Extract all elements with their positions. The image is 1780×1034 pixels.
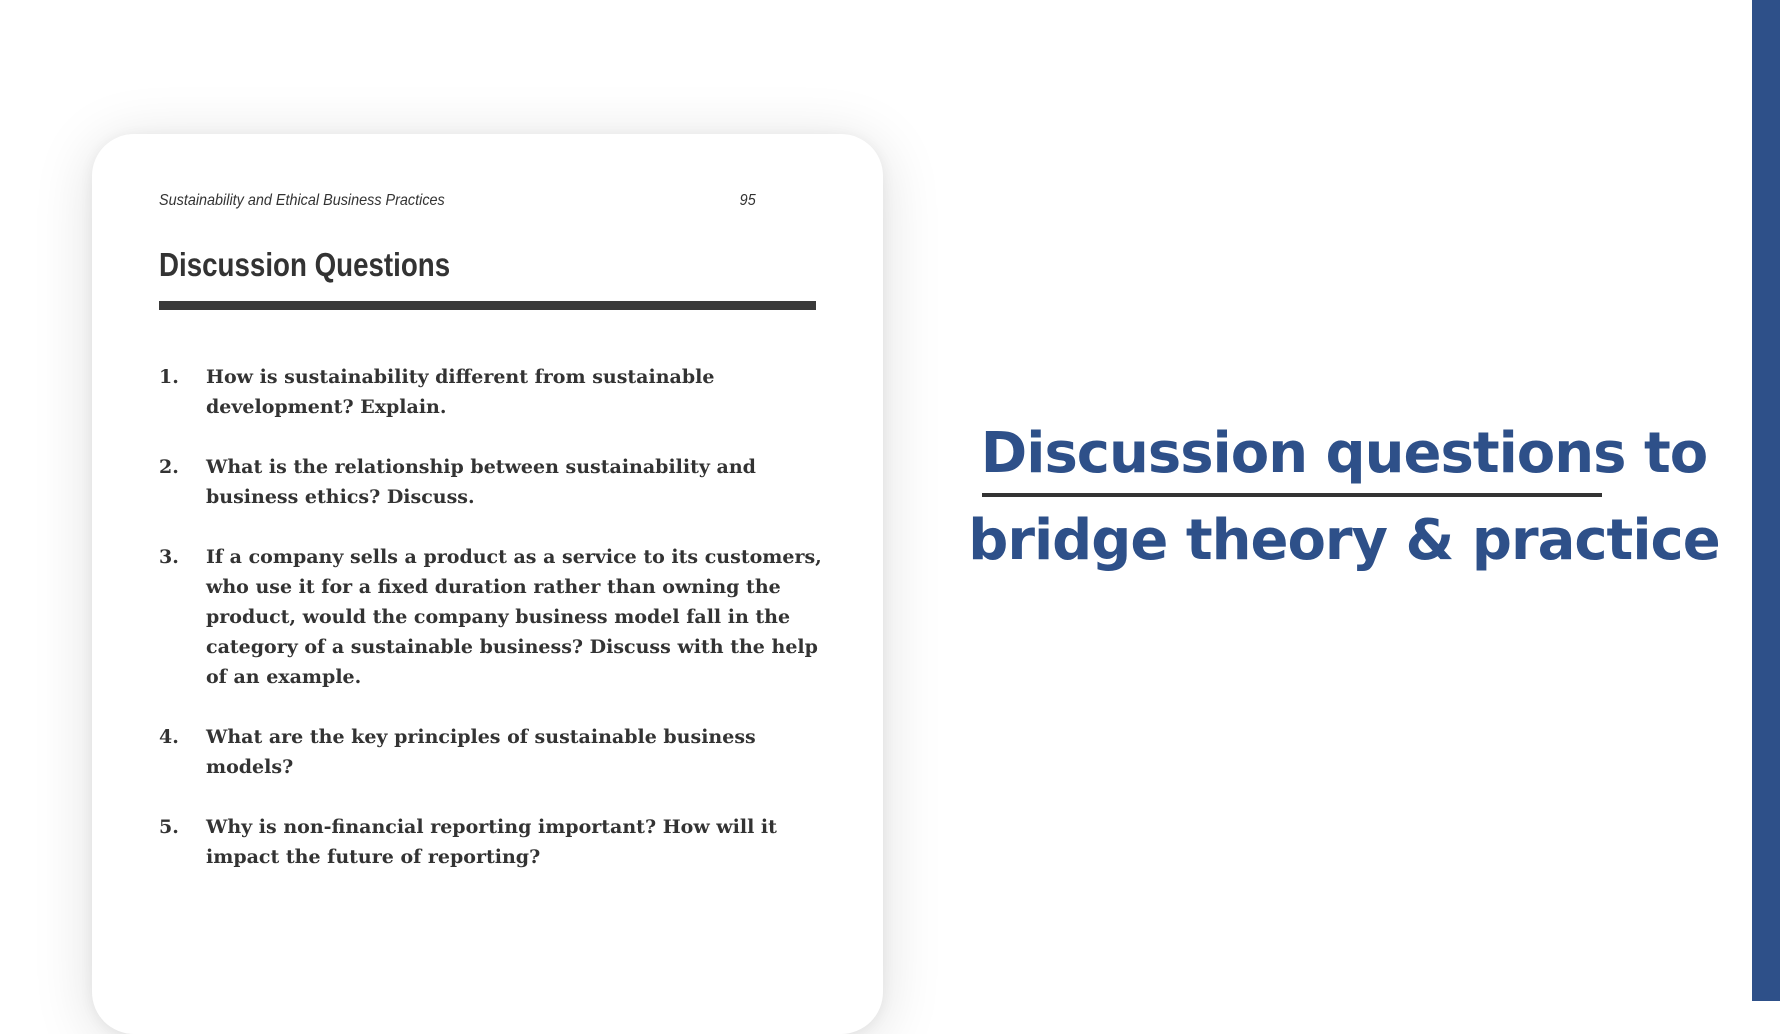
section-title: Discussion Questions	[159, 246, 451, 283]
question-list	[159, 362, 829, 902]
question-text: What is the relationship between sustainability and business ethics? Discuss.	[206, 456, 756, 508]
question-text: If a company sells a product as a service to its customers, who use it for a fixed duration rather than owning the product, would the company business model fall in the category of a sustainable business? Discuss with the help of an example.	[206, 546, 822, 688]
question-number: 3.	[159, 546, 179, 568]
accent-side-bar	[1752, 0, 1780, 1001]
running-header	[159, 192, 816, 216]
question-number: 1.	[159, 366, 179, 388]
question-number: 2.	[159, 456, 179, 478]
question-number: 4.	[159, 726, 179, 748]
book-page-card	[92, 134, 883, 1034]
headline-underline	[982, 493, 1602, 497]
question-item	[159, 722, 829, 782]
headline-line-1: Discussion questions to	[980, 421, 1708, 486]
question-number: 5.	[159, 816, 179, 838]
running-title: Sustainability and Ethical Business Practices	[159, 192, 445, 209]
question-text: How is sustainability different from sustainable development? Explain.	[206, 366, 715, 418]
question-item	[159, 812, 829, 872]
page-number: 95	[739, 192, 756, 209]
question-item	[159, 362, 829, 422]
slide-headline	[954, 410, 1734, 584]
question-item	[159, 542, 829, 692]
question-text: What are the key principles of sustainable business models?	[206, 726, 756, 778]
question-item	[159, 452, 829, 512]
title-rule	[159, 301, 816, 310]
question-text: Why is non-financial reporting important? How will it impact the future of reporting?	[206, 816, 777, 868]
headline-line-2: bridge theory & practice	[968, 508, 1720, 573]
